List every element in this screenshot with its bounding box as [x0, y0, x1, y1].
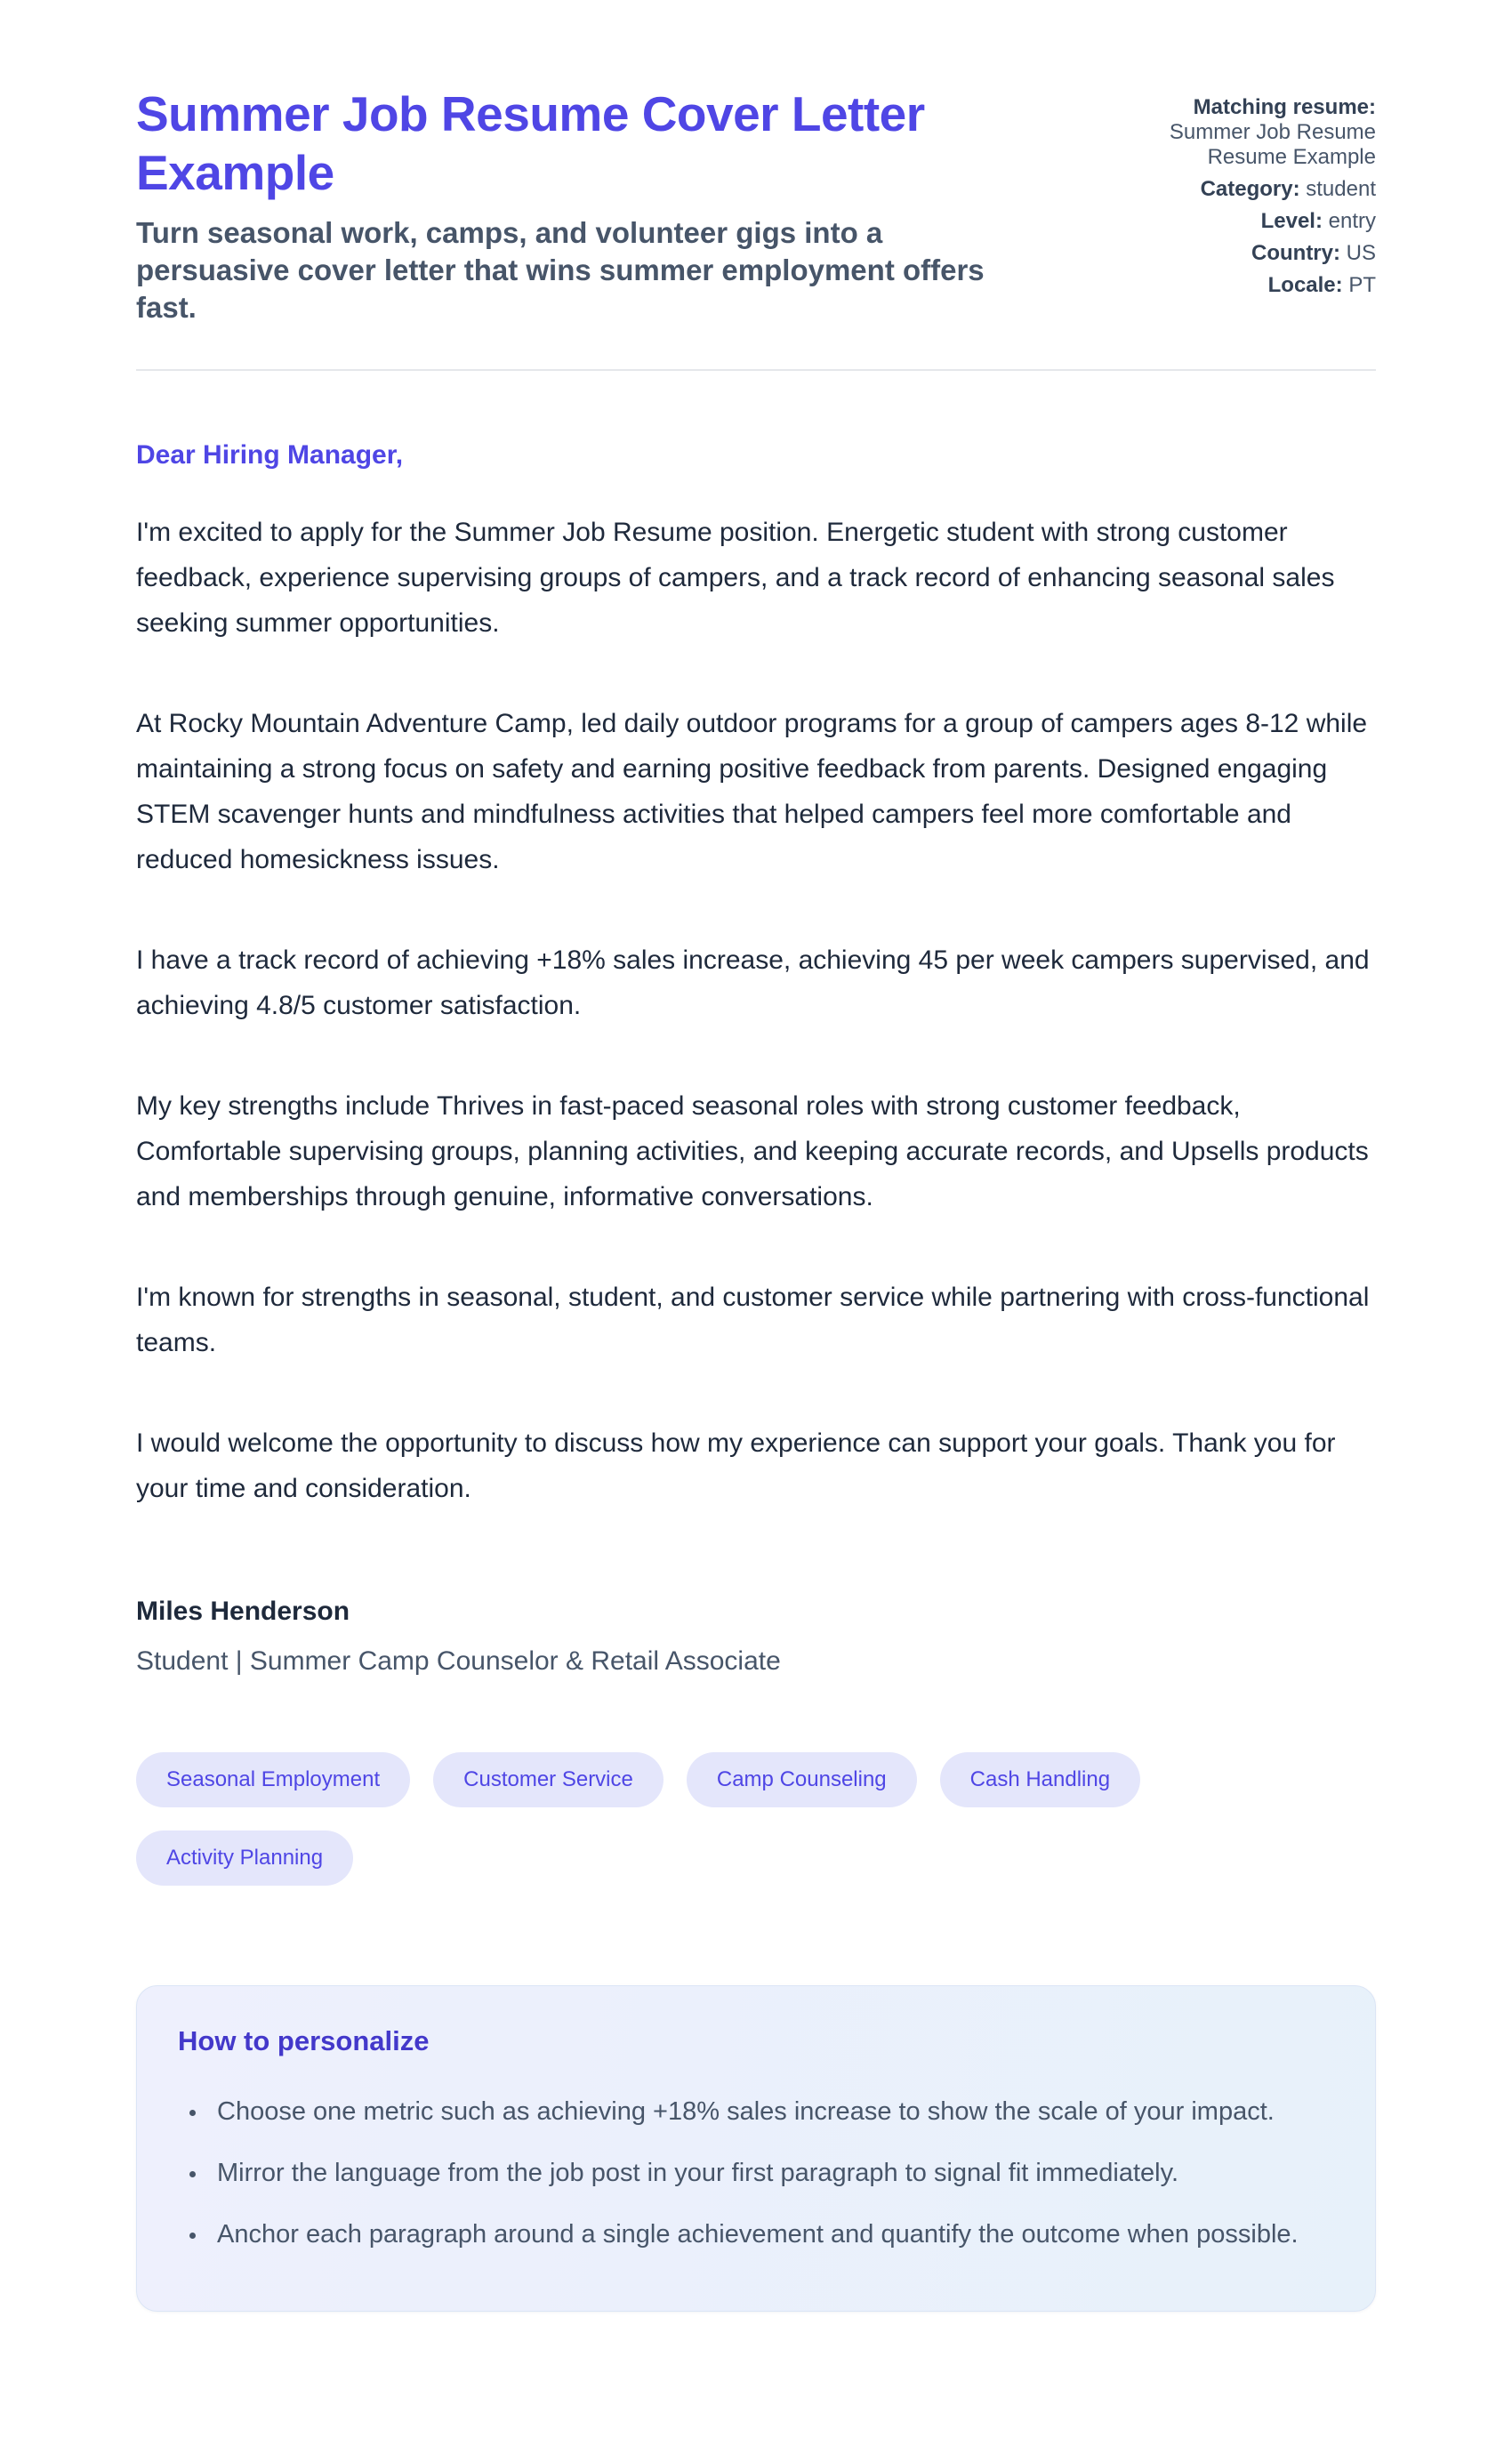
- resume-meta-panel: [1136, 95, 1376, 305]
- meta-matching-value: Summer Job Resume Resume Example: [1169, 120, 1376, 169]
- skill-tag-pill[interactable]: Activity Planning: [136, 1830, 353, 1886]
- skill-tag-pill[interactable]: Customer Service: [433, 1752, 664, 1807]
- tip-item: • Choose one metric such as achieving +18% sales increase to show the scale of your impact.: [208, 2089, 1302, 2134]
- meta-level: [1136, 209, 1376, 234]
- meta-level-label: Level:: [1260, 209, 1323, 233]
- tip-item: • Mirror the language from the job post in your first paragraph to signal fit immediately.: [208, 2151, 1302, 2195]
- meta-category-label: Category:: [1200, 177, 1300, 201]
- meta-category: [1136, 177, 1376, 202]
- tips-title: How to personalize: [178, 2025, 430, 2056]
- meta-matching-label: Matching resume:: [1193, 95, 1376, 119]
- signature-block: [136, 1597, 1376, 1677]
- skill-tag-pill[interactable]: Seasonal Employment: [136, 1752, 410, 1807]
- skill-tag-pill[interactable]: Cash Handling: [940, 1752, 1140, 1807]
- letter-greeting: Dear Hiring Manager,: [136, 440, 404, 470]
- meta-category-value: student: [1306, 177, 1376, 201]
- letter-paragraph: I'm known for strengths in seasonal, student, and customer service while partnering with cross-functional teams.: [136, 1283, 1370, 1357]
- letter-paragraph: At Rocky Mountain Adventure Camp, led daily outdoor programs for a group of campers ages 8-12 while maintaining a strong focus on safety and earning positive feedback from parents. Designed engaging STEM scavenger hunts and mindfulness activities that helped campers feel more comfortable and reduced homesickness issues.: [136, 709, 1368, 874]
- letter-paragraph: I'm excited to apply for the Summer Job Resume position. Energetic student with strong customer feedback, experience supervising groups of campers, and a track record of enhancing seasonal sales seeking summer opportunities.: [136, 518, 1335, 638]
- skill-tag-pill[interactable]: Camp Counseling: [687, 1752, 917, 1807]
- letter-body: [136, 510, 1376, 1511]
- tips-list: [178, 2089, 1329, 2257]
- meta-country-label: Country:: [1251, 241, 1340, 265]
- letter-paragraph: I would welcome the opportunity to discuss how my experience can support your goals. Thank you for your time and consideration.: [136, 1428, 1336, 1503]
- signature-role: Student | Summer Camp Counselor & Retail Associate: [136, 1646, 781, 1676]
- page-subtitle: Turn seasonal work, camps, and volunteer gigs into a persuasive cover letter that wins summer employment offers fast.: [136, 216, 985, 324]
- meta-locale-label: Locale:: [1267, 273, 1343, 297]
- personalize-tips-box: [136, 1985, 1376, 2312]
- letter-paragraph: My key strengths include Thrives in fast-paced seasonal roles with strong customer feedback, Comfortable supervising groups, planning activities, and keeping accurate records, and Upsells products and memberships through genuine, informative conversations.: [136, 1091, 1369, 1211]
- meta-matching-resume: [1136, 95, 1376, 170]
- meta-locale: [1136, 273, 1376, 298]
- skill-tags: [136, 1752, 1376, 1886]
- header-title-block: [136, 84, 1025, 326]
- header-divider: [136, 369, 1376, 371]
- meta-locale-value: PT: [1348, 273, 1376, 297]
- signature-name: Miles Henderson: [136, 1597, 350, 1626]
- meta-country-value: US: [1346, 241, 1376, 265]
- meta-level-value: entry: [1328, 209, 1376, 233]
- letter-paragraph: I have a track record of achieving +18% sales increase, achieving 45 per week campers supervised, and achieving 4.8/5 customer satisfaction.: [136, 945, 1370, 1020]
- meta-country: [1136, 241, 1376, 266]
- page-title: Summer Job Resume Cover Letter Example: [136, 86, 925, 200]
- page-header: [136, 84, 1376, 326]
- tip-item: • Anchor each paragraph around a single achievement and quantify the outcome when possible.: [208, 2212, 1302, 2257]
